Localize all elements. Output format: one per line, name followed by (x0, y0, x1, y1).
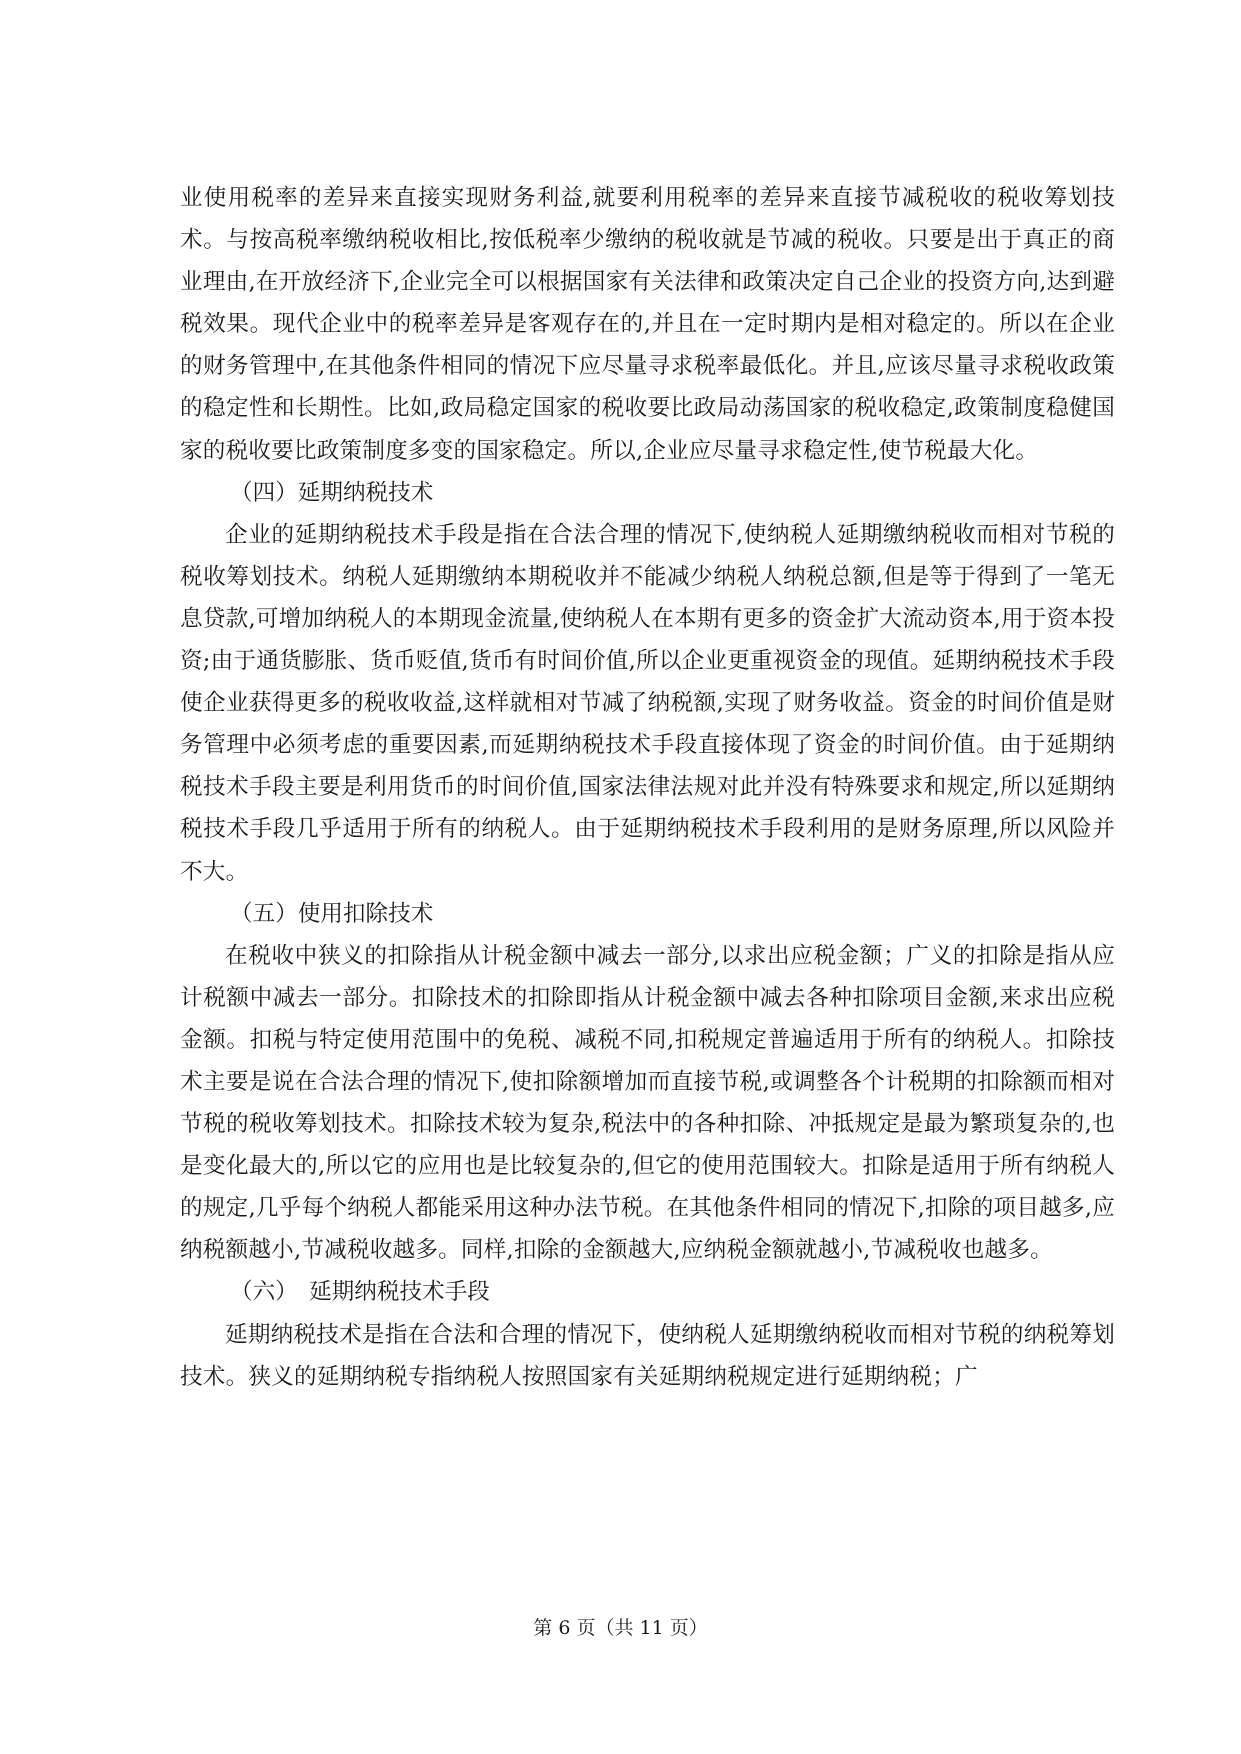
page-number-footer: 第 6 页（共 11 页） (533, 1617, 708, 1639)
section-heading-deferred-tax-means: （六） 延期纳税技术手段 (230, 1279, 490, 1306)
body-text (180, 177, 1115, 1398)
section-heading-deferred-tax: （四）延期纳税技术 (230, 479, 434, 506)
section-heading-deduction: （五）使用扣除技术 (230, 900, 434, 927)
paragraph-deferred-tax-means: 延期纳税技术是指在合法和合理的情况下，使纳税人延期缴纳税收而相对节税的纳税筹划技术。狭义的延期纳税专指纳税人按照国家有关延期纳税规定进行延期纳税；广 (180, 1321, 1115, 1390)
paragraph-deduction: 在税收中狭义的扣除指从计税金额中减去一部分,以求出应税金额；广义的扣除是指从应计税额中减去一部分。扣除技术的扣除即指从计税金额中减去各种扣除项目金额,来求出应税金额。扣税与特定使用范围中的免税、减税不同,扣税规定普遍适用于所有的纳税人。扣除技术主要是说在合法合理的情况下,使扣除额增加而直接节税,或调整各个计税期的扣除额而相对节税的税收筹划技术。扣除技术较为复杂,税法中的各种扣除、冲抵规定是最为繁琐复杂的,也是变化最大的,所以它的应用也是比较复杂的,但它的使用范围较大。扣除是适用于所有纳税人的规定,几乎每个纳税人都能采用这种办法节税。在其他条件相同的情况下,扣除的项目越多,应纳税额越小,节减税收越多。同样,扣除的金额越大,应纳税金额就越小,节减税收也越多。 (180, 942, 1115, 1264)
paragraph-tax-rate-difference: 业使用税率的差异来直接实现财务利益,就要利用税率的差异来直接节减税收的税收筹划技术。与按高税率缴纳税收相比,按低税率少缴纳的税收就是节减的税收。只要是出于真正的商业理由,在开放经济下,企业完全可以根据国家有关法律和政策决定自己企业的投资方向,达到避税效果。现代企业中的税率差异是客观存在的,并且在一定时期内是相对稳定的。所以在企业的财务管理中,在其他条件相同的情况下应尽量寻求税率最低化。并且,应该尽量寻求税收政策的稳定性和长期性。比如,政局稳定国家的税收要比政局动荡国家的税收稳定,政策制度稳健国家的税收要比政策制度多变的国家稳定。所以,企业应尽量寻求稳定性,使节税最大化。 (180, 185, 1115, 464)
paragraph-deferred-tax: 企业的延期纳税技术手段是指在合法合理的情况下,使纳税人延期缴纳税收而相对节税的税收筹划技术。纳税人延期缴纳本期税收并不能减少纳税人纳税总额,但是等于得到了一笔无息贷款,可增加纳税人的本期现金流量,使纳税人在本期有更多的资金扩大流动资本,用于资本投资;由于通货膨胀、货币贬值,货币有时间价值,所以企业更重视资金的现值。延期纳税技术手段使企业获得更多的税收收益,这样就相对节减了纳税额,实现了财务收益。资金的时间价值是财务管理中必须考虑的重要因素,而延期纳税技术手段直接体现了资金的时间价值。由于延期纳税技术手段主要是利用货币的时间价值,国家法律法规对此并没有特殊要求和规定,所以延期纳税技术手段几乎适用于所有的纳税人。由于延期纳税技术手段利用的是财务原理,所以风险并不大。 (180, 521, 1115, 885)
